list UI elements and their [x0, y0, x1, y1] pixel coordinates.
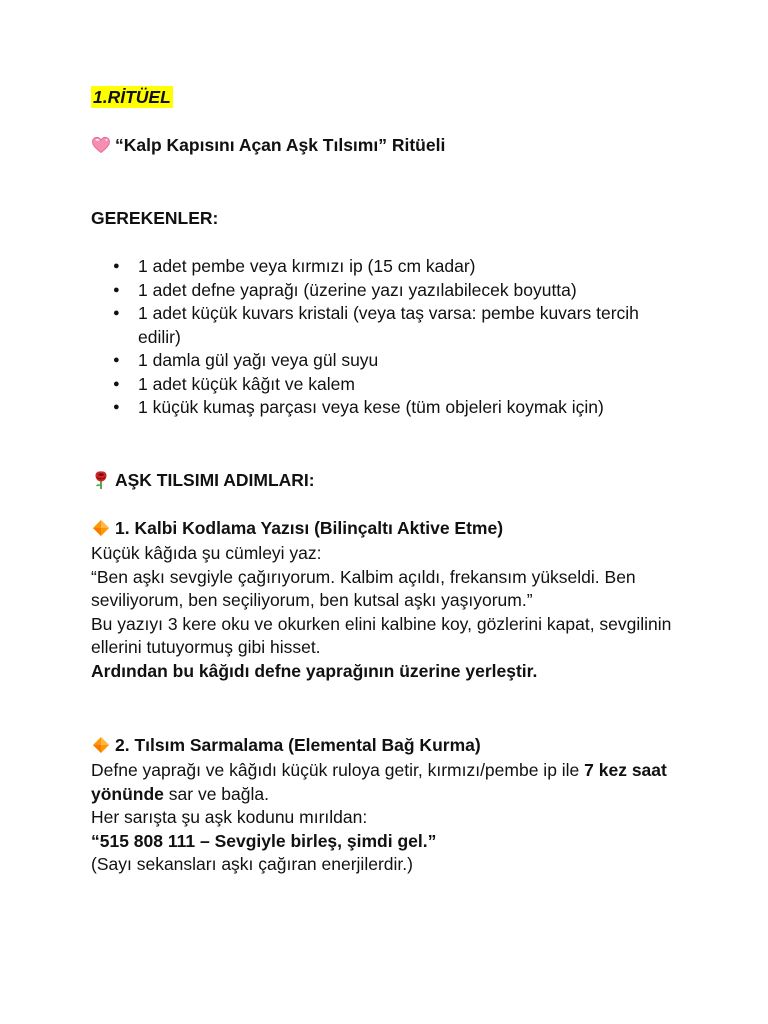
bullet-icon: ● — [113, 283, 120, 296]
bullet-icon: ● — [113, 354, 120, 366]
steps-heading — [91, 469, 315, 493]
step2-line2: Her sarışta şu aşk kodunu mırıldan: — [91, 807, 368, 827]
bullet-icon: ● — [113, 377, 120, 390]
sparkling-heart-icon — [91, 135, 111, 155]
orange-diamond-icon — [91, 518, 111, 538]
step2-note: (Sayı sekansları aşkı çağıran enerjilerdir.) — [91, 854, 413, 874]
requirements-list — [91, 255, 671, 420]
step2-heading — [91, 734, 481, 758]
step1-line: Küçük kâğıda şu cümleyi yaz: — [91, 543, 322, 563]
step2-code: “515 808 111 – Sevgiyle birleş, şimdi gel.” — [91, 830, 437, 851]
list-item: ● 1 adet pembe veya kırmızı ip (15 cm kadar) — [91, 255, 671, 279]
step1-quote: “Ben aşkı sevgiyle çağırıyorum. Kalbim açıldı, frekansım yükseldi. Ben seviliyorum, ben seçiliyorum, ben kutsal aşkı yaşıyorum.” — [91, 566, 636, 610]
orange-diamond-icon — [91, 735, 111, 755]
bullet-icon: ● — [113, 307, 120, 319]
step2-heading-text: 2. Tılsım Sarmalama (Elemental Bağ Kurma) — [115, 735, 481, 755]
bullet-icon: ● — [113, 260, 120, 272]
subtitle-text: “Kalp Kapısını Açan Aşk Tılsımı” Ritüeli — [115, 135, 446, 155]
step1-instruction: Bu yazıyı 3 kere oku ve okurken elini kalbine koy, gözlerini kapat, sevgilinin ellerini tutuyormuş gibi hisset. — [91, 613, 672, 657]
step1-bold-line: Ardından bu kâğıdı defne yaprağının üzerine yerleştir. — [91, 660, 538, 681]
ritual-subtitle — [91, 134, 445, 158]
requirements-heading: GEREKENLER: — [91, 208, 219, 228]
list-item: ● 1 adet küçük kuvars kristali (veya taş varsa: pembe kuvars tercih edilir) — [113, 303, 639, 347]
list-item: ● 1 adet defne yaprağı (üzerine yazı yazılabilecek boyutta) — [91, 279, 671, 303]
list-item: ● 1 adet küçük kâğıt ve kalem — [91, 373, 671, 397]
ritual-title: 1.RİTÜEL — [93, 87, 171, 107]
step2-line: Defne yaprağı ve kâğıdı küçük ruloya getir, kırmızı/pembe ip ile 7 kez saat yönünde sar ve bağla. — [91, 760, 667, 804]
step2-body — [91, 759, 681, 877]
step1-heading-text: 1. Kalbi Kodlama Yazısı (Bilinçaltı Aktive Etme) — [115, 518, 504, 538]
bullet-icon: ● — [113, 401, 120, 413]
list-item: ● 1 damla gül yağı veya gül suyu — [91, 349, 671, 373]
step1-body — [91, 542, 681, 683]
list-item: ● 1 küçük kumaş parçası veya kese (tüm objeleri koymak için) — [91, 396, 671, 420]
rose-icon — [91, 470, 111, 490]
steps-heading-text: AŞK TILSIMI ADIMLARI: — [115, 470, 315, 490]
step1-heading — [91, 517, 503, 541]
step2-emphasis: 7 kez saat yönünde — [91, 760, 667, 804]
